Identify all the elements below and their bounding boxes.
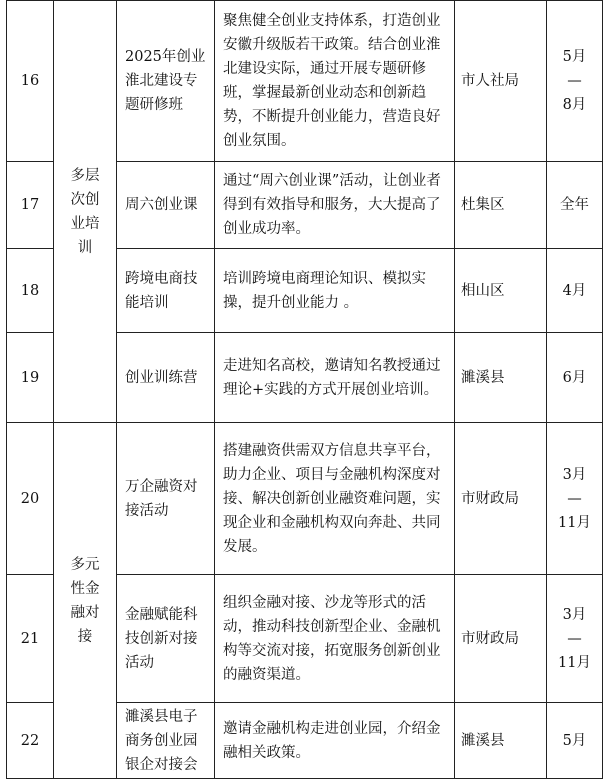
organizer: 相山区	[455, 249, 547, 333]
row-number: 21	[7, 575, 54, 703]
activity-description: 通过“周六创业课”活动，让创业者得到有效指导和服务，大大提高了创业成功率。	[215, 162, 455, 249]
time-dash: —	[567, 630, 582, 647]
category-cell: 多层次创业培训	[54, 1, 117, 423]
row-number: 18	[7, 249, 54, 333]
organizer: 市财政局	[455, 575, 547, 703]
time-period: 5月	[547, 703, 603, 779]
time-period	[547, 575, 603, 703]
activity-description: 培训跨境电商理论知识、模拟实操，提升创业能力 。	[215, 249, 455, 333]
activity-name: 创业训练营	[117, 333, 215, 423]
activity-name: 濉溪县电子商务创业园银企对接会	[117, 703, 215, 779]
time-period: 6月	[547, 333, 603, 423]
time-start: 5月	[562, 49, 587, 65]
organizer: 濉溪县	[455, 333, 547, 423]
category-cell: 多元性金融对接	[54, 423, 117, 779]
time-period	[547, 1, 603, 162]
time-period: 4月	[547, 249, 603, 333]
row-number: 16	[7, 1, 54, 162]
activity-description: 走进知名高校，邀请知名教授通过理论+实践的方式开展创业培训。	[215, 333, 455, 423]
organizer: 市财政局	[455, 423, 547, 575]
organizer: 杜集区	[455, 162, 547, 249]
time-start: 3月	[562, 606, 587, 623]
row-number: 20	[7, 423, 54, 575]
time-end: 8月	[562, 97, 587, 113]
row-number: 17	[7, 162, 54, 249]
time-start: 3月	[562, 466, 587, 483]
activity-name: 跨境电商技能培训	[117, 249, 215, 333]
time-dash: —	[567, 490, 582, 507]
activity-description: 搭建融资供需双方信息共享平台，助力企业、项目与金融机构深度对接、解决创新创业融资难问题，实现企业和金融机构双向奔赴、共同发展。	[215, 423, 455, 575]
activity-description: 邀请金融机构走进创业园，介绍金融相关政策。	[215, 703, 455, 779]
time-end: 11月	[558, 654, 591, 671]
organizer: 市人社局	[455, 1, 547, 162]
activity-table	[6, 0, 603, 779]
row-number: 19	[7, 333, 54, 423]
organizer: 濉溪县	[455, 703, 547, 779]
time-dash: —	[567, 73, 582, 89]
time-end: 11月	[558, 514, 591, 531]
activity-description: 组织金融对接、沙龙等形式的活动，推动科技创新型企业、金融机构等交流对接，拓宽服务创新创业的融资渠道。	[215, 575, 455, 703]
time-period	[547, 423, 603, 575]
time-period: 全年	[547, 162, 603, 249]
activity-name: 2025年创业淮北建设专题研修班	[117, 1, 215, 162]
table-row	[7, 423, 603, 575]
activity-name: 金融赋能科技创新对接活动	[117, 575, 215, 703]
table-row	[7, 1, 603, 162]
activity-name: 周六创业课	[117, 162, 215, 249]
activity-description: 聚焦健全创业支持体系，打造创业安徽升级版若干政策。结合创业淮北建设实际，通过开展专题研修班，掌握最新创业动态和创新趋势，不断提升创业能力，营造良好创业氛围。	[215, 1, 455, 162]
activity-name: 万企融资对接活动	[117, 423, 215, 575]
row-number: 22	[7, 703, 54, 779]
